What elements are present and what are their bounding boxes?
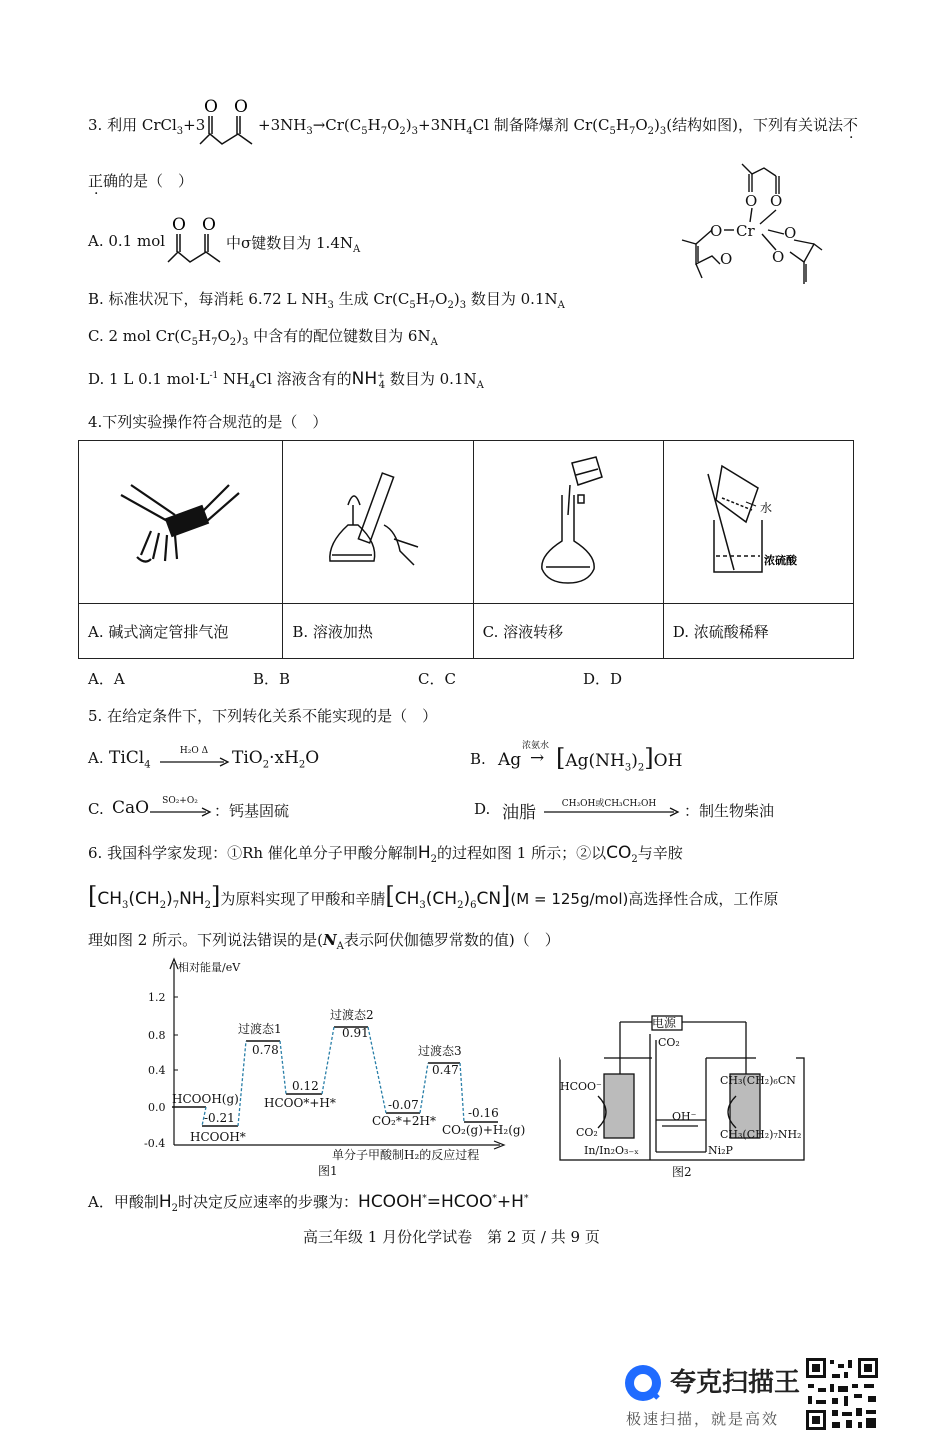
q3-stem-line1: 3. 利用 CrCl$_3$+3 [88, 116, 206, 137]
svg-text:-0.21: -0.21 [204, 1111, 235, 1125]
svg-text:图2: 图2 [672, 1165, 692, 1179]
svg-text:In/In₂O₃₋ₓ: In/In₂O₃₋ₓ [584, 1144, 639, 1157]
q3-option-a-text: 中σ键数目为 $1.4N_A$ [226, 234, 361, 255]
q4-cell-c-label: C. 溶液转移 [473, 604, 663, 659]
svg-text:-0.07: -0.07 [388, 1098, 419, 1112]
q4-cell-a-label: A. 碱式滴定管排气泡 [79, 604, 283, 659]
q6-stem-line1: 6. 我国科学家发现：①Rh 催化单分子甲酸分解制$H_2$的过程如图 1 所示；②以$CO_2$与辛胺 [88, 843, 683, 865]
q5-b-condition: 浓氨水 [522, 741, 550, 751]
svg-text:CH₃(CH₂)₆CN: CH₃(CH₂)₆CN [720, 1074, 796, 1087]
svg-text:HCOO⁻: HCOO⁻ [560, 1080, 602, 1093]
q4-cell-d-label: D. 浓硫酸稀释 [663, 604, 853, 659]
acid-dilution-icon [698, 460, 818, 580]
q5-d-right: ：制生物柴油 [684, 802, 775, 820]
svg-text:CH₃(CH₂)₇NH₂: CH₃(CH₂)₇NH₂ [720, 1128, 802, 1141]
q5-option-b: B. [470, 750, 486, 768]
q5-d-left: 油脂 [502, 803, 536, 823]
q5-b-product: $[Ag(NH_3)_2]OH$ [556, 744, 683, 774]
svg-text:HCOO*+H*: HCOO*+H* [264, 1096, 336, 1110]
svg-text:OH⁻: OH⁻ [672, 1110, 697, 1123]
q4-cell-d-image [663, 441, 853, 604]
q5-c-right: ：钙基固硫 [214, 802, 290, 820]
fig1-ytick: 0.4 [148, 1064, 166, 1077]
fig1-ytick: -0.4 [144, 1137, 166, 1150]
q5-a-condition: H₂O Δ [179, 746, 209, 756]
fig1-ytick: 1.2 [148, 991, 166, 1004]
svg-text:O: O [772, 248, 785, 266]
q4-cell-b-label: B. 溶液加热 [283, 604, 473, 659]
q5-option-c: C. [88, 800, 104, 818]
q5-b-left: Ag [498, 750, 522, 770]
q3-stem-line2: 正确的是（ ） [88, 172, 194, 190]
heating-setup-icon [318, 465, 438, 575]
svg-text:过渡态2: 过渡态2 [330, 1008, 374, 1022]
svg-text:CO₂: CO₂ [576, 1126, 598, 1139]
q5-stem: 5. 在给定条件下，下列转化关系不能实现的是（ ） [88, 707, 438, 725]
svg-text:O: O [202, 215, 216, 235]
fig1-xlabel: 单分子甲酸制H₂的反应过程 [332, 1148, 480, 1162]
fig1-ytick: 0.8 [148, 1029, 166, 1042]
svg-text:0.91: 0.91 [342, 1026, 369, 1040]
page-footer: 高三年级 1 月份化学试卷 第 2 页 / 共 9 页 [303, 1228, 600, 1246]
watermark-brand: 夸克扫描王 [670, 1368, 801, 1398]
burette-bubble-icon [111, 475, 251, 565]
svg-text:O: O [720, 250, 733, 268]
svg-text:O: O [172, 215, 186, 235]
q6-stem-line2: $[CH_3(CH_2)_7NH_2]$为原料实现了甲酸和辛腈$[CH_3(CH_2)_6CN](M = 125g/mol)$高选择性合成，工作原 [88, 882, 779, 911]
q6-stem-line3: 理如图 2 所示。下列说法错误的是($N_A$表示阿伏伽德罗常数的值)（ ） [88, 931, 560, 952]
reaction-arrow-icon [544, 807, 680, 817]
q5-c-condition: SO₂+O₂ [162, 796, 198, 806]
svg-text:0.47: 0.47 [432, 1063, 459, 1077]
cr-complex-structure [672, 160, 832, 298]
figure1-energy-diagram [142, 955, 532, 1180]
q4-cell-a-image [79, 441, 283, 604]
q4-cell-b-image [283, 441, 473, 604]
q4-answer-a: A．A [88, 670, 125, 688]
q5-option-a: A. TiCl$_4$ [88, 748, 151, 771]
svg-text:HCOOH*: HCOOH* [190, 1130, 246, 1144]
svg-text:0.12: 0.12 [292, 1079, 319, 1093]
fig1-ylabel: 相对能量/eV [178, 961, 241, 974]
acetylacetone-structure [164, 214, 228, 266]
svg-text:O: O [710, 222, 723, 240]
q5-option-d: D. [474, 800, 491, 818]
reaction-arrow-icon [160, 757, 230, 767]
svg-text:HCOOH(g): HCOOH(g) [172, 1092, 239, 1106]
svg-text:O: O [770, 192, 783, 210]
qr-code-icon [804, 1356, 880, 1432]
svg-text:Ni₂P: Ni₂P [708, 1144, 733, 1157]
q5-a-product: $TiO_2\cdot xH_2O$ [232, 748, 320, 771]
reaction-arrow-icon: → [530, 748, 545, 768]
q5-d-condition: CH₃OH或CH₃CH₂OH [561, 799, 657, 809]
q3-option-b: B. 标准状况下，每消耗 6.72 L $NH_3$ 生成 $Cr(C_5H_7O_2)_3$ 数目为 $0.1N_A$ [88, 290, 565, 311]
q3-option-c: C. 2 mol $Cr(C_5H_7O_2)_3$ 中含有的配位键数目为 $6N_A$ [88, 327, 438, 348]
svg-text:过渡态1: 过渡态1 [238, 1022, 282, 1036]
svg-text:CO₂*+2H*: CO₂*+2H* [372, 1114, 436, 1128]
watermark-slogan: 极速扫描，就是高效 [626, 1410, 780, 1428]
svg-text:O: O [745, 192, 758, 210]
svg-text:-0.16: -0.16 [468, 1106, 499, 1120]
q4-answer-d: D．D [583, 670, 623, 688]
q6-option-a: A．甲酸制$H_2$时决定反应速率的步骤为：HCOOH*=HCOO*+H* [88, 1192, 529, 1214]
reaction-arrow-icon [150, 807, 212, 817]
acetylacetone-structure [196, 96, 260, 148]
q3-option-d: D. 1 L 0.1 $mol\cdot L^{-1}$ $NH_4Cl$ 溶液含有的$NH^+_4$ 数目为 $0.1N_A$ [88, 369, 484, 391]
q4-cell-c-image [473, 441, 663, 604]
acid-label: 浓硫酸 [764, 554, 798, 567]
q4-answer-b: B．B [253, 670, 291, 688]
q4-experiment-table [78, 440, 854, 659]
oxygen-label: O [204, 97, 218, 117]
volumetric-flask-icon [518, 455, 618, 585]
q3-stem-line1b: $+3NH_3\to Cr(C_5H_7O_2)_3+3NH_4Cl$ 制备降爆剂 $Cr(C_5H_7O_2)_3$(结构如图)，下列有关说法不 [258, 116, 859, 137]
fig1-ytick: 0.0 [148, 1101, 166, 1114]
oxygen-label: O [234, 97, 248, 117]
svg-text:Cr: Cr [736, 222, 755, 240]
svg-text:O: O [784, 224, 797, 242]
svg-text:过渡态3: 过渡态3 [418, 1044, 462, 1058]
quark-logo-icon [622, 1362, 664, 1404]
svg-text:CO₂: CO₂ [658, 1036, 680, 1049]
water-label: 水 [760, 501, 773, 515]
figure2-electrolysis-cell [556, 1012, 808, 1182]
svg-text:CO₂(g)+H₂(g): CO₂(g)+H₂(g) [442, 1123, 526, 1137]
q4-answer-c: C．C [418, 670, 456, 688]
q5-c-left: CaO [112, 798, 150, 818]
fig1-caption: 图1 [318, 1164, 338, 1178]
q4-stem: 4.下列实验操作符合规范的是（ ） [88, 413, 328, 431]
svg-text:电源: 电源 [652, 1016, 677, 1030]
q3-option-a: A. 0.1 mol [88, 232, 166, 250]
svg-text:0.78: 0.78 [252, 1043, 279, 1057]
